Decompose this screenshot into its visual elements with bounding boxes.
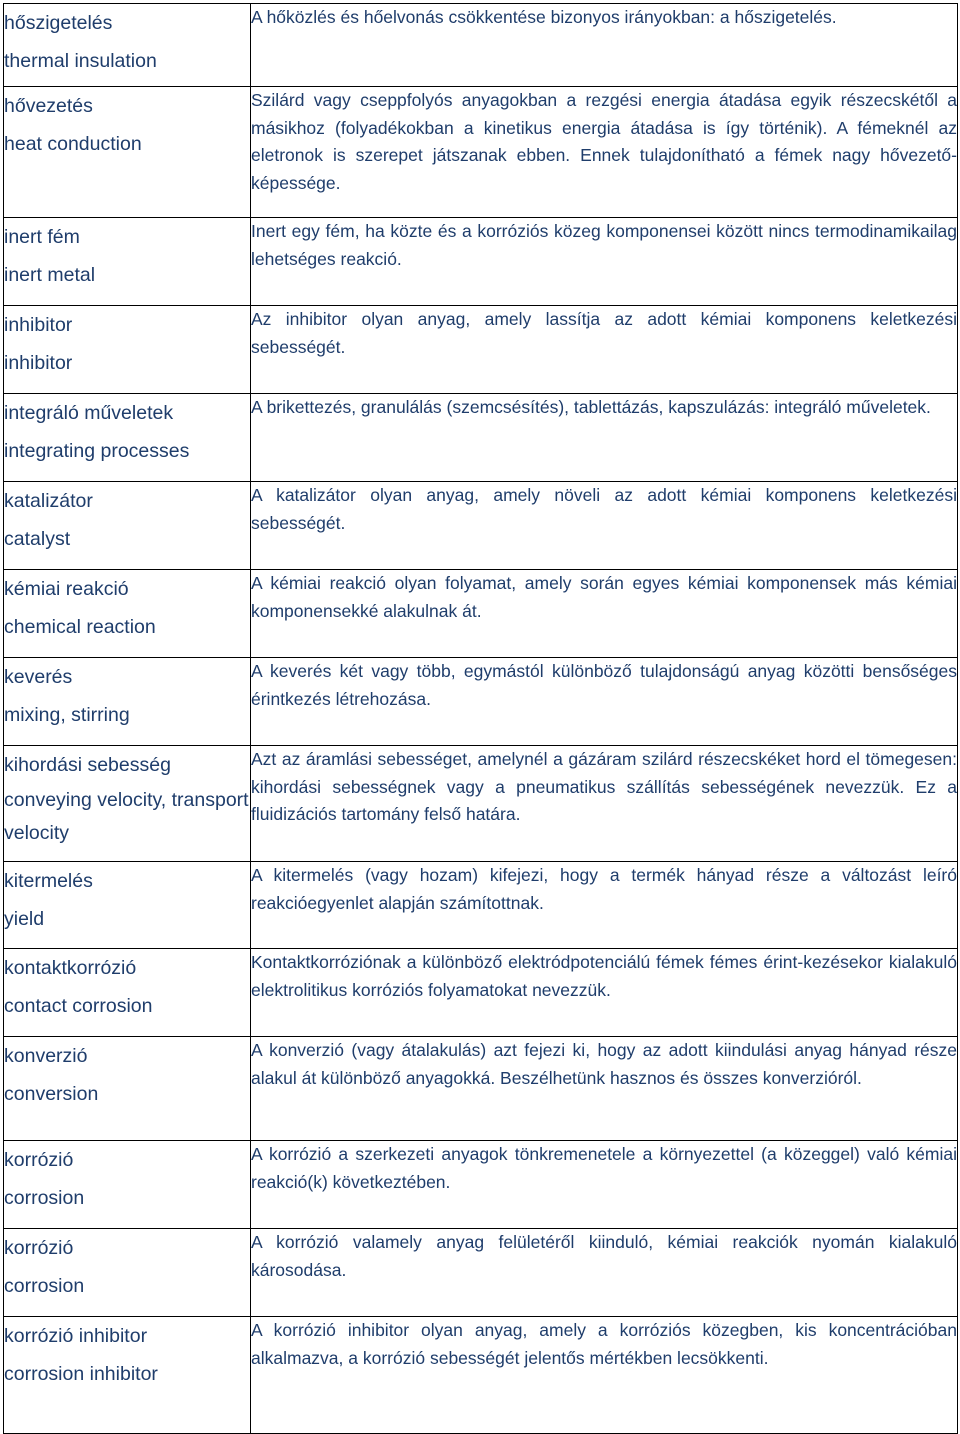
term-english: chemical reaction [4, 616, 156, 638]
term-english: corrosion inhibitor [4, 1363, 158, 1385]
term-hungarian: hővezetés [4, 95, 93, 117]
term-hungarian: katalizátor [4, 490, 93, 512]
term-cell [4, 1037, 251, 1141]
term-english: inert metal [4, 264, 96, 286]
term-english: mixing, stirring [4, 704, 130, 726]
definition-cell [251, 4, 958, 87]
term-hungarian: hőszigetelés [4, 12, 113, 34]
definition-cell [251, 1141, 958, 1229]
definition-text: Inert egy fém, ha közte és a korróziós közeg komponensei között nincs termodinamikailag lehetséges reakció. [251, 221, 957, 269]
term-cell [4, 949, 251, 1037]
definition-cell [251, 1317, 958, 1434]
term-english: heat conduction [4, 133, 142, 155]
glossary-row [4, 4, 958, 87]
term-cell [4, 87, 251, 218]
glossary-row [4, 949, 958, 1037]
definition-text: A brikettezés, granulálás (szemcsésítés), tablettázás, kapszulázás: integráló műveletek. [251, 397, 931, 417]
glossary-row [4, 570, 958, 658]
definition-text: Szilárd vagy cseppfolyós anyagokban a rezgési energia átadása egyik részecskétől a másikhoz (folyadékokban a kinetikus energia átadása is így történik). A fémeknél az eletronok is szerepet játszanak ebben. Ennek tulajdonítható a fémek nagy hővezető-képessége. [251, 90, 957, 193]
glossary-row [4, 87, 958, 218]
glossary-body [4, 4, 958, 1434]
term-hungarian: integráló műveletek [4, 402, 174, 424]
term-english: catalyst [4, 528, 71, 550]
term-cell [4, 306, 251, 394]
glossary-row [4, 1037, 958, 1141]
glossary-row [4, 482, 958, 570]
glossary-row [4, 658, 958, 746]
definition-text: A keverés két vagy több, egymástól különböző tulajdonságú anyag közötti bensőséges érintkezés létrehozása. [251, 661, 957, 709]
term-english: conversion [4, 1083, 99, 1105]
term-cell [4, 394, 251, 482]
term-hungarian: inert fém [4, 226, 80, 248]
definition-text: A kémiai reakció olyan folyamat, amely során egyes kémiai komponensek más kémiai komponensekké alakulnak át. [251, 573, 957, 621]
glossary-row [4, 1141, 958, 1229]
term-english: thermal insulation [4, 50, 157, 72]
term-cell [4, 746, 251, 862]
definition-cell [251, 306, 958, 394]
definition-cell [251, 862, 958, 949]
term-cell [4, 4, 251, 87]
glossary-row [4, 1229, 958, 1317]
term-cell [4, 1317, 251, 1434]
term-hungarian: korrózió [4, 1149, 74, 1171]
term-english: integrating processes [4, 440, 190, 462]
glossary-row [4, 746, 958, 862]
definition-cell [251, 949, 958, 1037]
term-english: inhibitor [4, 352, 73, 374]
glossary-row [4, 1317, 958, 1434]
term-english: contact corrosion [4, 995, 153, 1017]
term-cell [4, 570, 251, 658]
definition-cell [251, 482, 958, 570]
definition-cell [251, 570, 958, 658]
term-hungarian: kitermelés [4, 870, 93, 892]
term-hungarian: korrózió inhibitor [4, 1325, 148, 1347]
definition-cell [251, 658, 958, 746]
definition-text: A korrózió inhibitor olyan anyag, amely a korróziós közegben, kis koncentrációban alkalmazva, a korrózió sebességét jelentős mértékben lecsökkenti. [251, 1320, 957, 1368]
term-english: corrosion [4, 1275, 85, 1297]
definition-cell [251, 1037, 958, 1141]
term-cell [4, 1229, 251, 1317]
term-hungarian: keverés [4, 666, 73, 688]
term-cell [4, 218, 251, 306]
term-english: conveying velocity, transport velocity [4, 789, 249, 844]
term-cell [4, 658, 251, 746]
definition-text: A kitermelés (vagy hozam) kifejezi, hogy a termék hányad része a változást leíró reakcióegyenlet alapján számítottnak. [251, 865, 957, 913]
term-cell [4, 1141, 251, 1229]
glossary-row [4, 218, 958, 306]
glossary-row [4, 394, 958, 482]
glossary-row [4, 862, 958, 949]
definition-text: Kontaktkorróziónak a különböző elektródpotenciálú fémek fémes érint-kezésekor kialakuló elektrolitikus korróziós folyamatokat nevezzük. [251, 952, 957, 1000]
definition-text: A korrózió a szerkezeti anyagok tönkremenetele a környezettel (a közeggel) való kémiai reakció(k) következtében. [251, 1144, 957, 1192]
term-hungarian: kémiai reakció [4, 578, 129, 600]
definition-cell [251, 394, 958, 482]
definition-text: Az inhibitor olyan anyag, amely lassítja az adott kémiai komponens keletkezési sebességét. [251, 309, 957, 357]
definition-cell [251, 87, 958, 218]
term-hungarian: konverzió [4, 1045, 88, 1067]
definition-text: A konverzió (vagy átalakulás) azt fejezi ki, hogy az adott kiindulási anyag hányad része alakul át különböző anyagokká. Beszélhetünk hasznos és összes konverzióról. [251, 1040, 957, 1088]
term-cell [4, 482, 251, 570]
term-hungarian: kontaktkorrózió [4, 957, 137, 979]
definition-cell [251, 746, 958, 862]
term-english: yield [4, 908, 45, 930]
definition-text: A katalizátor olyan anyag, amely növeli az adott kémiai komponens keletkezési sebességét. [251, 485, 957, 533]
definition-cell [251, 1229, 958, 1317]
glossary-row [4, 306, 958, 394]
term-cell [4, 862, 251, 949]
definition-text: Azt az áramlási sebességet, amelynél a gázáram szilárd részecskéket hord el tömegesen: kihordási sebességnek vagy a pneumatikus szállítás sebességének nevezzük. Ez a fluidizációs tartomány felső határa. [251, 749, 957, 824]
term-hungarian: inhibitor [4, 314, 73, 336]
term-hungarian: kihordási sebesség [4, 754, 171, 776]
definition-text: A korrózió valamely anyag felületéről kiinduló, kémiai reakciók nyomán kialakuló károsodása. [251, 1232, 957, 1280]
term-hungarian: korrózió [4, 1237, 74, 1259]
definition-text: A hőközlés és hőelvonás csökkentése bizonyos irányokban: a hőszigetelés. [251, 7, 837, 27]
definition-cell [251, 218, 958, 306]
term-english: corrosion [4, 1187, 85, 1209]
glossary-table [3, 3, 958, 1434]
